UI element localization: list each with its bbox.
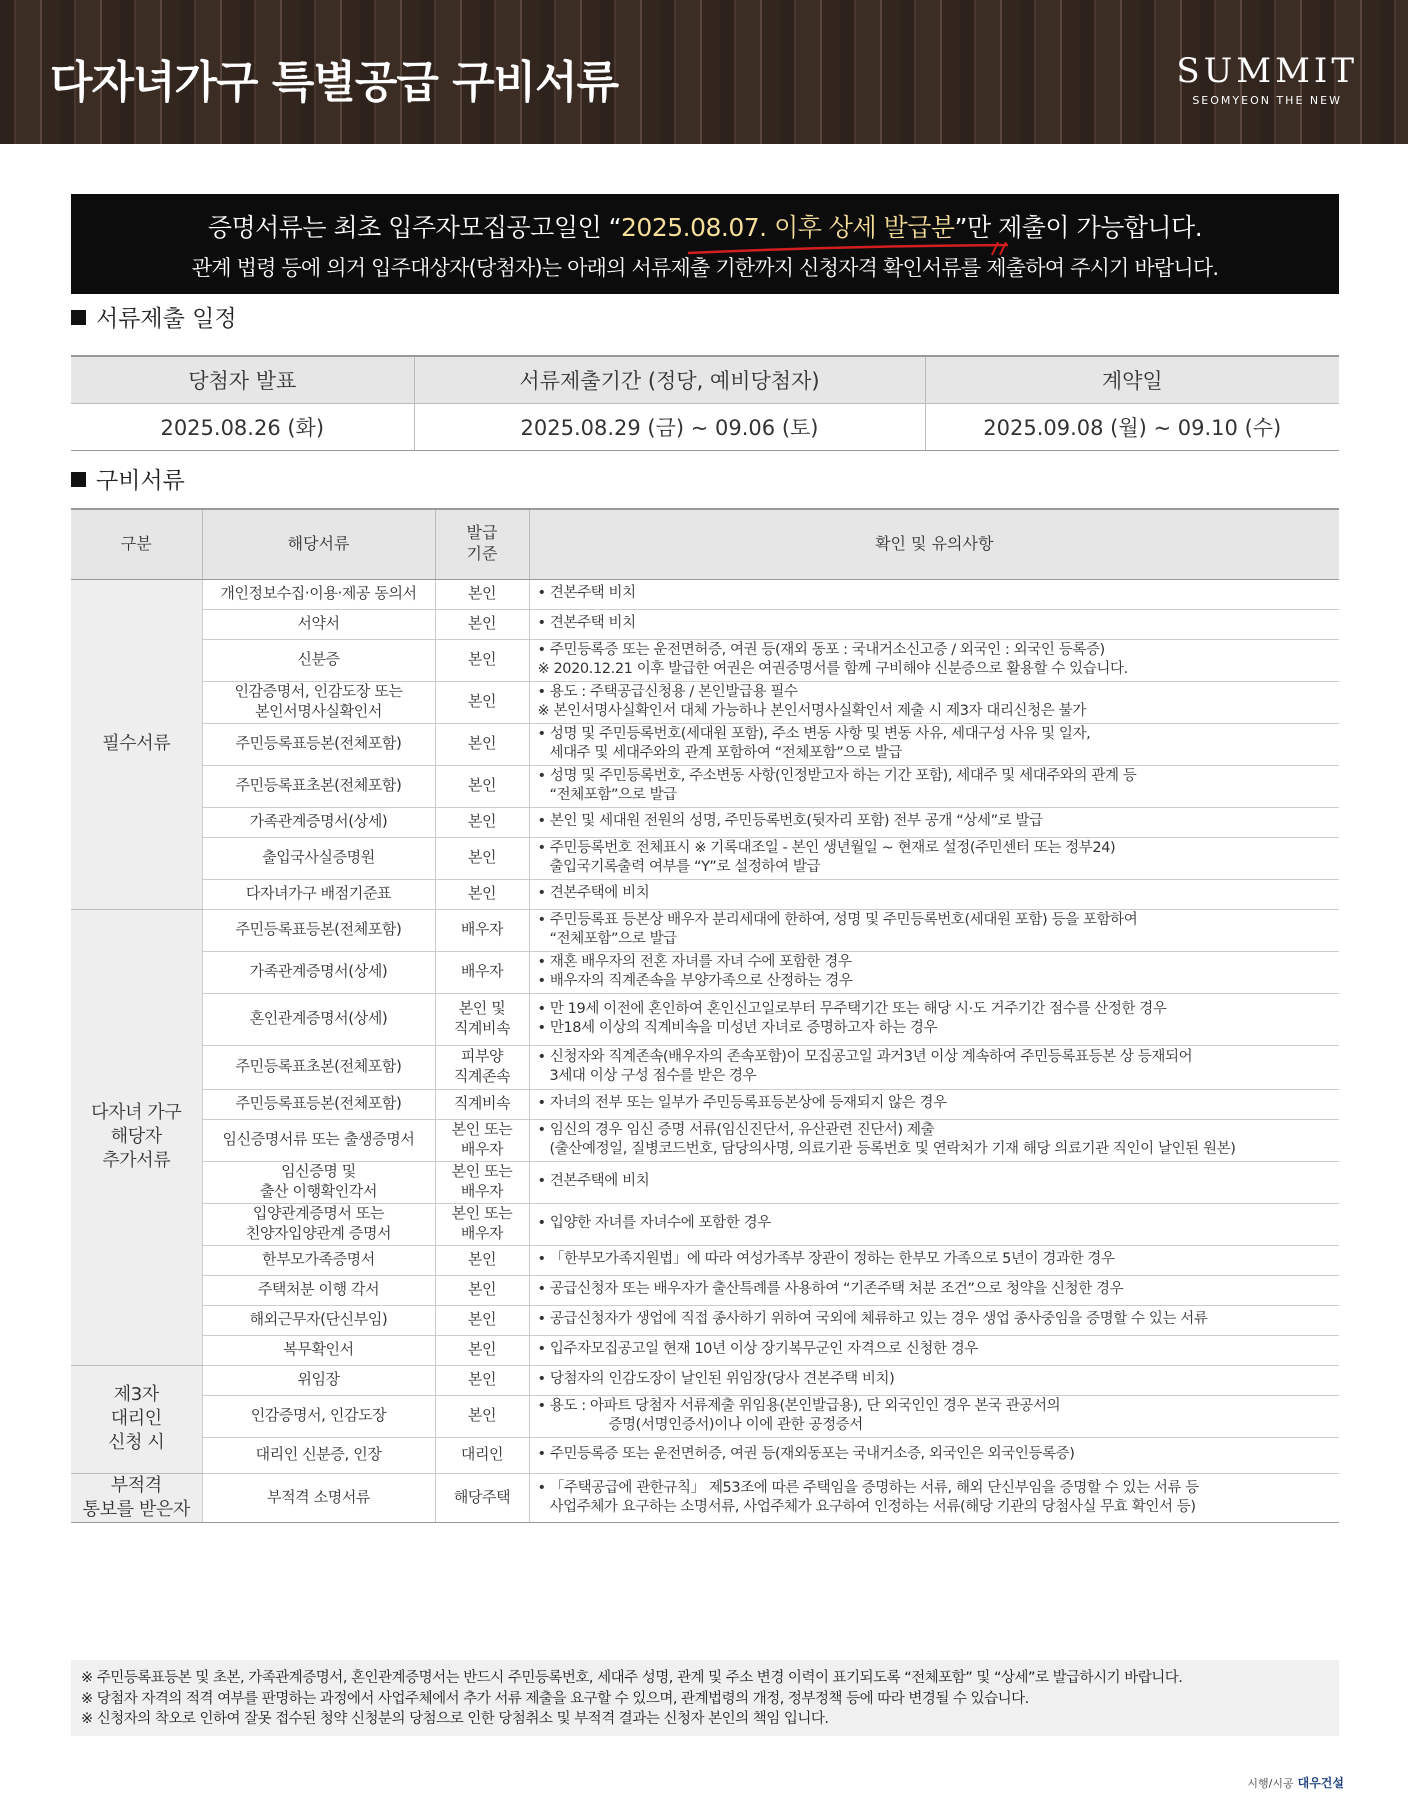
document-cell bbox=[202, 1437, 435, 1473]
schedule-value-contract: 2025.09.08 (월) ~ 09.10 (수) bbox=[925, 403, 1339, 450]
notes-cell-line: • 주민등록증 또는 운전면허증, 여권 등(재외동포는 국내거소증, 외국인은 외국인등록증) bbox=[537, 1446, 1075, 1463]
basis-cell-line: 본인 bbox=[467, 692, 497, 711]
category-cell bbox=[71, 909, 202, 1365]
notes-cell-line: • 입양한 자녀를 자녀수에 포함한 경우 bbox=[537, 1215, 771, 1232]
notes-cell-line: • 임신의 경우 임신 증명 서류(임신진단서, 유산관련 진단서) 제출 bbox=[537, 1121, 935, 1138]
notes-cell bbox=[529, 1045, 1339, 1089]
credit-label: 시행/시공 bbox=[1247, 1777, 1294, 1790]
footnotes bbox=[71, 1660, 1339, 1736]
table-row bbox=[71, 879, 1339, 909]
table-row bbox=[71, 1365, 1339, 1395]
table-row bbox=[71, 1203, 1339, 1245]
document-cell-line: 복무확인서 bbox=[283, 1340, 354, 1359]
schedule-section-title bbox=[71, 300, 237, 333]
basis-cell-line: 본인 또는 bbox=[451, 1162, 513, 1181]
document-cell-line: 다자녀가구 배점기준표 bbox=[245, 884, 392, 903]
notes-cell-line: • 견본주택 비치 bbox=[537, 585, 636, 602]
basis-cell-line: 배우자 bbox=[460, 920, 504, 939]
basis-header-line: 발급 bbox=[466, 523, 498, 543]
basis-cell bbox=[435, 1365, 529, 1395]
notes-cell bbox=[529, 579, 1339, 609]
table-row bbox=[71, 1437, 1339, 1473]
basis-cell-line: 직계존속 bbox=[453, 1067, 511, 1085]
table-row bbox=[71, 1245, 1339, 1275]
table-row bbox=[71, 1161, 1339, 1203]
basis-cell bbox=[435, 909, 529, 951]
basis-cell bbox=[435, 837, 529, 879]
notes-cell-line: • 견본주택에 비치 bbox=[537, 885, 650, 902]
document-cell-line: 주민등록표등본(전체포함) bbox=[235, 734, 402, 753]
basis-cell bbox=[435, 609, 529, 639]
category-line: 필수서류 bbox=[102, 732, 171, 754]
notes-cell-line: “전체포함”으로 발급 bbox=[549, 787, 677, 803]
basis-cell bbox=[435, 1045, 529, 1089]
category-line: 제3자 bbox=[113, 1383, 159, 1405]
footnote: ※ 신청자의 착오로 인하여 잘못 접수된 청약 신청분의 당첨으로 인한 당첨취소 및 부적격 결과는 신청자 본인의 책임 입니다. bbox=[81, 1711, 829, 1728]
document-cell bbox=[202, 1045, 435, 1089]
notice-line-1-pre: 증명서류는 최초 입주자모집공고일인 “ bbox=[207, 213, 622, 242]
notes-cell bbox=[529, 1275, 1339, 1305]
notes-cell bbox=[529, 1305, 1339, 1335]
document-cell-line: 위임장 bbox=[297, 1370, 340, 1389]
brand-logo bbox=[1176, 51, 1358, 107]
basis-cell-line: 본인 bbox=[467, 884, 497, 903]
document-cell bbox=[202, 1335, 435, 1365]
document-cell-line: 주민등록표등본(전체포함) bbox=[235, 920, 402, 939]
brand-name: SUMMIT bbox=[1176, 51, 1358, 91]
basis-cell-line: 본인 bbox=[467, 1310, 497, 1329]
document-cell-line: 개인정보수집·이용·제공 동의서 bbox=[220, 584, 417, 603]
documents-header-category: 구분 bbox=[71, 509, 202, 579]
basis-cell bbox=[435, 1119, 529, 1161]
table-row bbox=[71, 723, 1339, 765]
schedule-title-text: 서류제출 일정 bbox=[96, 306, 237, 332]
document-cell-line: 주택처분 이행 각서 bbox=[257, 1280, 380, 1299]
basis-cell bbox=[435, 1305, 529, 1335]
category-cell bbox=[71, 579, 202, 909]
document-cell bbox=[202, 681, 435, 723]
notes-cell-line: • 주민등록번호 전체표시 ※ 기록대조일 - 본인 생년월일 ~ 현재로 설정(주민센터 또는 정부24) bbox=[537, 839, 1116, 856]
basis-cell-line: 본인 bbox=[467, 1370, 497, 1389]
basis-cell bbox=[435, 951, 529, 993]
notes-cell-line: ※ 2020.12.21 이후 발급한 여권은 여권증명서를 함께 구비해야 신분증으로 활용할 수 있습니다. bbox=[537, 661, 1128, 677]
basis-header-line: 기준 bbox=[466, 544, 498, 564]
basis-cell bbox=[435, 879, 529, 909]
category-line: 추가서류 bbox=[102, 1150, 171, 1172]
square-bullet-icon bbox=[71, 472, 86, 487]
category-line: 통보를 받은자 bbox=[82, 1498, 190, 1520]
notes-cell-line: 출입국기록출력 여부를 “Y”로 설정하여 발급 bbox=[549, 859, 821, 875]
documents-table bbox=[71, 508, 1339, 1523]
document-cell bbox=[202, 1275, 435, 1305]
notes-cell bbox=[529, 837, 1339, 879]
table-row bbox=[71, 1045, 1339, 1089]
basis-cell-line: 대리인 bbox=[460, 1445, 504, 1464]
basis-cell-line: 본인 bbox=[467, 584, 497, 603]
notice-line-2: 관계 법령 등에 의거 입주대상자(당첨자)는 아래의 서류제출 기한까지 신청자격 확인서류를 제출하여 주시기 바랍니다. bbox=[191, 256, 1219, 280]
document-cell bbox=[202, 1395, 435, 1437]
page-title: 다자녀가구 특별공급 구비서류 bbox=[50, 57, 619, 108]
basis-cell bbox=[435, 1089, 529, 1119]
notes-cell bbox=[529, 1245, 1339, 1275]
document-cell-line: 임신증명 및 bbox=[281, 1162, 356, 1181]
documents-header-basis bbox=[435, 509, 529, 579]
document-cell-line: 주민등록표초본(전체포함) bbox=[235, 776, 402, 795]
footnote: ※ 주민등록표등본 및 초본, 가족관계증명서, 혼인관계증명서는 반드시 주민등록번호, 세대주 성명, 관계 및 주소 변경 이력이 표기되도록 “전체포함” 및 “상세”로 발급하시기 바랍니다. bbox=[81, 1670, 1183, 1686]
schedule-header-contract: 계약일 bbox=[925, 356, 1339, 403]
basis-cell bbox=[435, 1437, 529, 1473]
table-row bbox=[71, 639, 1339, 681]
basis-cell-line: 해당주택 bbox=[453, 1487, 511, 1506]
schedule-value-submission: 2025.08.29 (금) ~ 09.06 (토) bbox=[414, 403, 925, 450]
basis-cell-line: 본인 및 bbox=[458, 999, 506, 1018]
basis-cell bbox=[435, 681, 529, 723]
table-row bbox=[71, 1089, 1339, 1119]
notes-cell bbox=[529, 1119, 1339, 1161]
notes-cell bbox=[529, 1395, 1339, 1437]
notes-cell-line: • 입주자모집공고일 현재 10년 이상 장기복무군인 자격으로 신청한 경우 bbox=[537, 1341, 978, 1358]
document-cell-line: 출산 이행확인각서 bbox=[259, 1182, 378, 1200]
notes-cell-line: • 배우자의 직계존속을 부양가족으로 산정하는 경우 bbox=[537, 973, 853, 989]
document-cell bbox=[202, 609, 435, 639]
document-cell bbox=[202, 1245, 435, 1275]
basis-cell-line: 본인 bbox=[467, 848, 497, 867]
notes-cell bbox=[529, 681, 1339, 723]
category-line: 해당자 bbox=[110, 1125, 162, 1147]
basis-cell-line: 본인 또는 bbox=[451, 1204, 513, 1223]
document-cell bbox=[202, 1089, 435, 1119]
basis-cell-line: 배우자 bbox=[460, 962, 504, 981]
basis-cell-line: 본인 bbox=[467, 1340, 497, 1359]
table-row bbox=[71, 765, 1339, 807]
basis-cell-line: 본인 bbox=[467, 776, 497, 795]
notes-cell-line: (출산예정일, 질병코드번호, 담당의사명, 의료기관 등록번호 및 연락처가 기재 해당 의료기관 직인이 날인된 원본) bbox=[549, 1141, 1236, 1157]
document-cell-line: 친양자입양관계 증명서 bbox=[245, 1224, 392, 1242]
document-cell-line: 해외근무자(단신부임) bbox=[249, 1310, 388, 1329]
basis-cell bbox=[435, 1335, 529, 1365]
table-row bbox=[71, 609, 1339, 639]
basis-cell bbox=[435, 639, 529, 681]
basis-cell bbox=[435, 1161, 529, 1203]
notes-cell bbox=[529, 1437, 1339, 1473]
category-cell bbox=[71, 1365, 202, 1473]
table-row bbox=[71, 1473, 1339, 1523]
document-cell bbox=[202, 765, 435, 807]
notes-cell-line: • 만18세 이상의 직계비속을 미성년 자녀로 증명하고자 하는 경우 bbox=[537, 1020, 938, 1036]
basis-cell-line: 배우자 bbox=[460, 1182, 504, 1200]
notes-cell-line: • 용도 : 아파트 당첨자 서류제출 위임용(본인발급용), 단 외국인인 경우 본국 관공서의 bbox=[537, 1397, 1061, 1414]
notes-cell bbox=[529, 1335, 1339, 1365]
basis-cell-line: 배우자 bbox=[460, 1224, 504, 1242]
notes-cell-line: • 만 19세 이전에 혼인하여 혼인신고일로부터 무주택기간 또는 해당 시·도 거주기간 점수를 산정한 경우 bbox=[537, 1000, 1167, 1017]
notes-cell bbox=[529, 951, 1339, 993]
notes-cell-line: 세대주 및 세대주와의 관계 포함하여 “전체포함”으로 발급 bbox=[549, 745, 902, 761]
notes-cell-line: • 용도 : 주택공급신청용 / 본인발급용 필수 bbox=[537, 683, 798, 700]
footnote: ※ 당첨자 자격의 적격 여부를 판명하는 과정에서 사업주체에서 추가 서류 제출을 요구할 수 있으며, 관계법령의 개정, 정부정책 등에 따라 변경될 수 있습니다. bbox=[81, 1690, 1029, 1707]
document-cell-line: 인감증명서, 인감도장 bbox=[250, 1406, 387, 1425]
notes-cell-line: • 공급신청자가 생업에 직접 종사하기 위하여 국외에 체류하고 있는 경우 생업 종사중임을 증명할 수 있는 서류 bbox=[537, 1311, 1208, 1328]
notes-cell-line: • 당첨자의 인감도장이 날인된 위임장(당사 견본주택 비치) bbox=[537, 1371, 895, 1388]
table-row bbox=[71, 1395, 1339, 1437]
notice-line-1-post: ”만 제출이 가능합니다. bbox=[954, 213, 1203, 242]
notes-cell bbox=[529, 1473, 1339, 1523]
category-cell bbox=[71, 1473, 202, 1523]
notes-cell-line: “전체포함”으로 발급 bbox=[549, 931, 677, 947]
document-cell bbox=[202, 1203, 435, 1245]
notes-cell bbox=[529, 1089, 1339, 1119]
document-cell bbox=[202, 579, 435, 609]
notes-cell-line: • 본인 및 세대원 전원의 성명, 주민등록번호(뒷자리 포함) 전부 공개 “상세”로 발급 bbox=[537, 813, 1043, 830]
document-cell-line: 가족관계증명서(상세) bbox=[249, 812, 388, 831]
company-logo: 대우건설 bbox=[1297, 1776, 1344, 1790]
brand-tagline: SEOMYEON THE NEW bbox=[1192, 94, 1342, 107]
category-line: 대리인 bbox=[110, 1407, 162, 1429]
document-cell-line: 인감증명서, 인감도장 또는 bbox=[234, 682, 403, 701]
notes-cell bbox=[529, 1161, 1339, 1203]
basis-cell-line: 본인 또는 bbox=[451, 1120, 513, 1139]
notes-cell bbox=[529, 609, 1339, 639]
document-cell bbox=[202, 807, 435, 837]
notes-cell bbox=[529, 1203, 1339, 1245]
document-cell-line: 가족관계증명서(상세) bbox=[249, 962, 388, 981]
category-line: 다자녀 가구 bbox=[91, 1101, 182, 1123]
notes-cell bbox=[529, 909, 1339, 951]
notes-cell bbox=[529, 765, 1339, 807]
document-cell-line: 본인서명사실확인서 bbox=[255, 702, 382, 720]
notes-cell-line: • 견본주택 비치 bbox=[537, 615, 636, 632]
category-line: 부적격 bbox=[110, 1474, 162, 1496]
document-cell bbox=[202, 639, 435, 681]
document-cell-line: 혼인관계증명서(상세) bbox=[249, 1009, 388, 1028]
notes-cell-line: • 주민등록증 또는 운전면허증, 여권 등(재외 동포 : 국내거소신고증 / 외국인 : 외국인 등록증) bbox=[537, 641, 1105, 658]
document-cell-line: 주민등록표초본(전체포함) bbox=[235, 1057, 402, 1076]
basis-cell bbox=[435, 807, 529, 837]
documents-section-title bbox=[71, 462, 185, 495]
documents-header-notes: 확인 및 유의사항 bbox=[529, 509, 1339, 579]
table-row bbox=[71, 993, 1339, 1045]
table-row bbox=[71, 951, 1339, 993]
document-cell-line: 신분증 bbox=[297, 650, 340, 669]
notes-cell-line: • 「주택공급에 관한규칙」 제53조에 따른 주택임을 증명하는 서류, 해외 단신부임을 증명할 수 있는 서류 등 bbox=[537, 1479, 1199, 1496]
document-cell bbox=[202, 1161, 435, 1203]
basis-cell-line: 배우자 bbox=[460, 1140, 504, 1158]
basis-cell-line: 본인 bbox=[467, 1250, 497, 1269]
documents-header-document: 해당서류 bbox=[202, 509, 435, 579]
notes-cell-line: 증명(서명인증서)이나 이에 관한 공정증서 bbox=[549, 1417, 863, 1433]
basis-cell bbox=[435, 1275, 529, 1305]
notes-cell bbox=[529, 639, 1339, 681]
notice-line-1 bbox=[71, 208, 1339, 244]
document-cell-line: 서약서 bbox=[297, 614, 340, 633]
notes-cell-line: • 재혼 배우자의 전혼 자녀를 자녀 수에 포함한 경우 bbox=[537, 953, 852, 970]
basis-cell-line: 본인 bbox=[467, 650, 497, 669]
document-cell-line: 출입국사실증명원 bbox=[262, 848, 375, 867]
document-cell bbox=[202, 993, 435, 1045]
basis-cell bbox=[435, 993, 529, 1045]
table-row bbox=[71, 909, 1339, 951]
document-cell-line: 입양관계증명서 또는 bbox=[252, 1204, 385, 1223]
document-cell bbox=[202, 909, 435, 951]
document-cell bbox=[202, 1119, 435, 1161]
notes-cell-line: • 자녀의 전부 또는 일부가 주민등록표등본상에 등재되지 않은 경우 bbox=[537, 1095, 947, 1112]
notes-cell bbox=[529, 1365, 1339, 1395]
notes-cell-line: • 공급신청자 또는 배우자가 출산특례를 사용하여 “기존주택 처분 조건”으로 청약을 신청한 경우 bbox=[537, 1281, 1124, 1298]
schedule-header-announce: 당첨자 발표 bbox=[71, 356, 414, 403]
developer-credit bbox=[1247, 1774, 1344, 1791]
document-cell bbox=[202, 879, 435, 909]
notes-cell bbox=[529, 993, 1339, 1045]
document-cell bbox=[202, 1365, 435, 1395]
basis-cell bbox=[435, 1395, 529, 1437]
basis-cell-line: 본인 bbox=[467, 614, 497, 633]
schedule-header-submission: 서류제출기간 (정당, 예비당첨자) bbox=[414, 356, 925, 403]
notes-cell-line: ※ 본인서명사실확인서 대체 가능하나 본인서명사실확인서 제출 시 제3자 대리신청은 불가 bbox=[537, 703, 1086, 719]
table-row bbox=[71, 579, 1339, 609]
notice-banner bbox=[71, 194, 1339, 294]
basis-cell-line: 직계비속 bbox=[453, 1094, 511, 1113]
basis-cell bbox=[435, 1203, 529, 1245]
notes-cell-line: • 성명 및 주민등록번호, 주소변동 사항(인정받고자 하는 기간 포함), 세대주 및 세대주와의 관계 등 bbox=[537, 767, 1137, 784]
basis-cell-line: 직계비속 bbox=[453, 1019, 511, 1037]
basis-cell bbox=[435, 765, 529, 807]
document-cell-line: 대리인 신분증, 인장 bbox=[255, 1445, 382, 1464]
square-bullet-icon bbox=[71, 310, 86, 325]
notes-cell bbox=[529, 879, 1339, 909]
table-row bbox=[71, 1335, 1339, 1365]
notes-cell-line: 3세대 이상 구성 점수를 받은 경우 bbox=[549, 1068, 757, 1084]
document-cell bbox=[202, 1473, 435, 1523]
table-row bbox=[71, 681, 1339, 723]
notes-cell-line: • 성명 및 주민등록번호(세대원 포함), 주소 변동 사항 및 변동 사유, 세대구성 사유 및 일자, bbox=[537, 725, 1091, 742]
notes-cell-line: • 「한부모가족지원법」에 따라 여성가족부 장관이 정하는 한부모 가족으로 5년이 경과한 경우 bbox=[537, 1251, 1115, 1268]
table-row bbox=[71, 807, 1339, 837]
category-line: 신청 시 bbox=[108, 1432, 165, 1454]
schedule-table bbox=[71, 355, 1339, 451]
document-cell-line: 주민등록표등본(전체포함) bbox=[235, 1094, 402, 1113]
table-row bbox=[71, 1275, 1339, 1305]
notes-cell-line: 사업주체가 요구하는 소명서류, 사업주체가 요구하여 인정하는 서류(해당 기관의 당첨사실 무효 확인서 등) bbox=[549, 1498, 1196, 1515]
table-row bbox=[71, 1119, 1339, 1161]
documents-title-text: 구비서류 bbox=[96, 468, 185, 494]
basis-cell bbox=[435, 579, 529, 609]
document-cell bbox=[202, 837, 435, 879]
notes-cell bbox=[529, 723, 1339, 765]
basis-cell bbox=[435, 723, 529, 765]
document-cell bbox=[202, 951, 435, 993]
notes-cell-line: • 신청자와 직계존속(배우자의 존속포함)이 모집공고일 과거3년 이상 계속하여 주민등록표등본 상 등재되어 bbox=[537, 1048, 1193, 1065]
document-cell bbox=[202, 1305, 435, 1335]
basis-cell-line: 본인 bbox=[467, 1406, 497, 1425]
basis-cell-line: 피부양 bbox=[460, 1047, 504, 1066]
document-cell-line: 임신증명서류 또는 출생증명서 bbox=[222, 1130, 415, 1149]
basis-cell-line: 본인 bbox=[467, 734, 497, 753]
notice-highlight: 2025.08.07. 이후 상세 발급분 bbox=[621, 213, 955, 242]
notes-cell-line: • 견본주택에 비치 bbox=[537, 1173, 650, 1190]
schedule-value-announce: 2025.08.26 (화) bbox=[71, 403, 414, 450]
document-cell bbox=[202, 723, 435, 765]
page-header bbox=[0, 0, 1408, 144]
basis-cell-line: 본인 bbox=[467, 1280, 497, 1299]
notes-cell bbox=[529, 807, 1339, 837]
table-row bbox=[71, 1305, 1339, 1335]
document-cell-line: 부적격 소명서류 bbox=[267, 1487, 370, 1506]
basis-cell-line: 본인 bbox=[467, 812, 497, 831]
table-row bbox=[71, 837, 1339, 879]
document-cell-line: 한부모가족증명서 bbox=[262, 1250, 375, 1269]
basis-cell bbox=[435, 1473, 529, 1523]
basis-cell bbox=[435, 1245, 529, 1275]
notes-cell-line: • 주민등록표 등본상 배우자 분리세대에 한하여, 성명 및 주민등록번호(세대원 포함) 등을 포함하여 bbox=[537, 911, 1138, 928]
